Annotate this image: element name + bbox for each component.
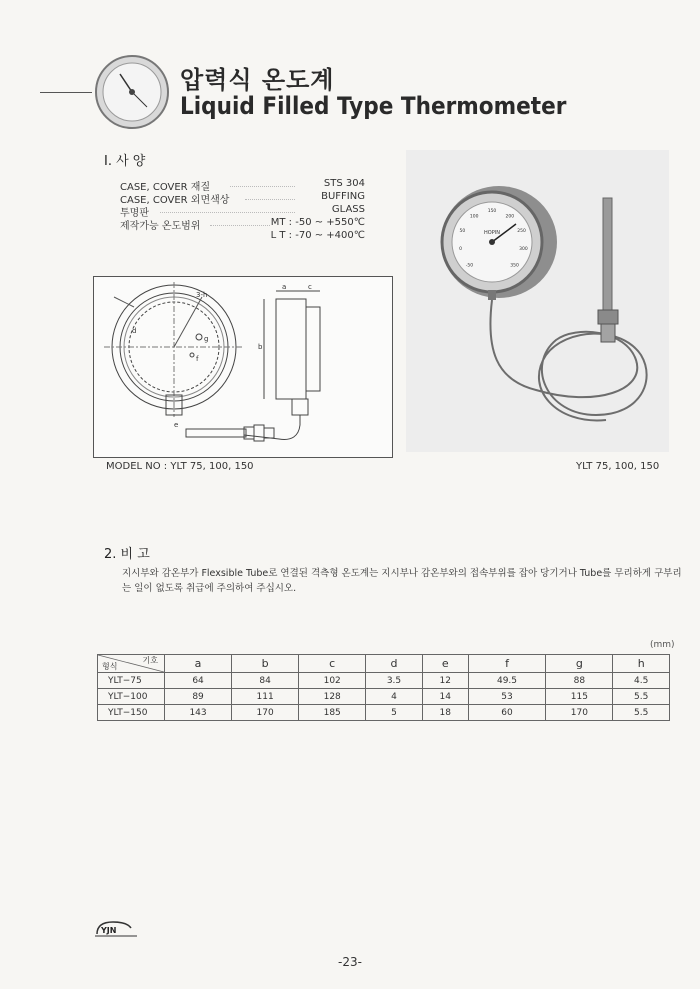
header-rule (40, 92, 92, 93)
spec-row (120, 217, 365, 230)
column-header: c (299, 655, 366, 673)
product-illustration (406, 150, 669, 452)
table-cell: 111 (232, 689, 299, 705)
table-cell: 3.5 (366, 673, 423, 689)
spec-row (120, 191, 365, 204)
spec-leader (210, 225, 270, 226)
company-logo (93, 918, 139, 938)
table-cell: 4.5 (613, 673, 670, 689)
spec-value: STS 304 (323, 178, 365, 189)
column-header: h (613, 655, 670, 673)
page-title-english: Liquid Filled Type Thermometer (180, 92, 567, 120)
spec-row (120, 178, 365, 191)
header-gauge-icon (92, 52, 172, 132)
drawing-label-a: a (282, 283, 287, 291)
drawing-label-h: 3-h (196, 291, 208, 299)
table-corner-cell (98, 655, 165, 673)
product-photo (406, 150, 669, 452)
table-cell-model: YLT−75 (98, 673, 165, 689)
table-cell: 143 (165, 705, 232, 721)
spec-label: 투명판 (120, 208, 149, 219)
table-cell: 5 (366, 705, 423, 721)
column-header: e (422, 655, 468, 673)
column-header: f (468, 655, 546, 673)
column-header: g (546, 655, 613, 673)
spec-value: MT : -50 ~ +550℃ (270, 217, 365, 228)
table-cell: 53 (468, 689, 546, 705)
table-row (98, 689, 670, 705)
table-cell: 64 (165, 673, 232, 689)
table-row (98, 673, 670, 689)
gauge-brand: HOPIN (484, 230, 500, 236)
section2-note: 지시부와 감온부가 Flexsible Tube로 연결된 격측형 온도계는 지시부나 감온부와의 접속부위를 잡아 당기거나 Tube를 무리하게 구부리는 일이 없도록 취급에 주의하여 주십시오. (122, 568, 682, 594)
logo-text: YJN (101, 926, 117, 935)
gauge-tick-label: 50 (459, 228, 466, 234)
spec-label: CASE, COVER 외면색상 (120, 195, 230, 206)
table-cell: 102 (299, 673, 366, 689)
column-header: b (232, 655, 299, 673)
table-header-row (98, 655, 670, 673)
table-cell: 60 (468, 705, 546, 721)
spec-value: L T : -70 ~ +400℃ (270, 230, 365, 241)
section2-heading: 2. 비 고 (104, 547, 150, 562)
table-cell: 88 (546, 673, 613, 689)
corner-top-label: 기호 (142, 656, 158, 665)
spec-label: CASE, COVER 재질 (120, 182, 211, 193)
table-cell: 115 (546, 689, 613, 705)
spec-label: 제작가능 온도범위 (120, 221, 201, 232)
table-cell: 5.5 (613, 689, 670, 705)
gauge-tick-label: 300 (519, 247, 528, 253)
gauge-tick-label: 0 (459, 247, 463, 253)
spec-value: BUFFING (321, 191, 365, 202)
column-header: a (165, 655, 232, 673)
table-cell-model: YLT−100 (98, 689, 165, 705)
caption-model-left: MODEL NO : YLT 75, 100, 150 (106, 461, 254, 472)
table-cell: 170 (546, 705, 613, 721)
table-cell: 170 (232, 705, 299, 721)
dimension-table (97, 654, 670, 721)
table-cell: 89 (165, 689, 232, 705)
drawing-label-b: b (258, 343, 263, 351)
caption-model-right: YLT 75, 100, 150 (576, 461, 660, 472)
table-cell: 12 (422, 673, 468, 689)
table-cell: 185 (299, 705, 366, 721)
spec-row (120, 230, 365, 243)
column-header: d (366, 655, 423, 673)
table-cell: 18 (422, 705, 468, 721)
spec-leader (230, 186, 295, 187)
gauge-tick-label: 350 (510, 263, 519, 269)
table-row (98, 705, 670, 721)
table-cell: 4 (366, 689, 423, 705)
gauge-tick-label: 250 (517, 228, 526, 234)
spec-value: GLASS (331, 204, 365, 215)
table-unit: (mm) (650, 640, 675, 650)
spec-leader (160, 212, 295, 213)
drawing-svg (94, 277, 392, 457)
page-title-korean: 압력식 온도계 (180, 66, 335, 94)
table-cell: 84 (232, 673, 299, 689)
spec-leader (245, 199, 295, 200)
table-cell: 128 (299, 689, 366, 705)
drawing-label-e: e (174, 421, 179, 429)
gauge-tick-label: 100 (469, 214, 479, 220)
gauge-tick-label: 200 (505, 214, 515, 220)
section1-heading: I. 사 양 (104, 154, 146, 169)
drawing-label-g: g (204, 335, 209, 343)
drawing-label-d: d (132, 327, 137, 335)
gauge-tick-label: 150 (487, 209, 497, 214)
table-cell: 5.5 (613, 705, 670, 721)
page-number: -23- (338, 955, 362, 969)
drawing-label-f: f (196, 355, 199, 363)
spec-row (120, 204, 365, 217)
table-cell: 14 (422, 689, 468, 705)
drawing-label-c: c (308, 283, 312, 291)
corner-bottom-label: 형식 (102, 662, 118, 671)
technical-drawing (93, 276, 393, 458)
gauge-tick-label: -50 (465, 263, 474, 269)
table-cell: 49.5 (468, 673, 546, 689)
table-cell-model: YLT−150 (98, 705, 165, 721)
